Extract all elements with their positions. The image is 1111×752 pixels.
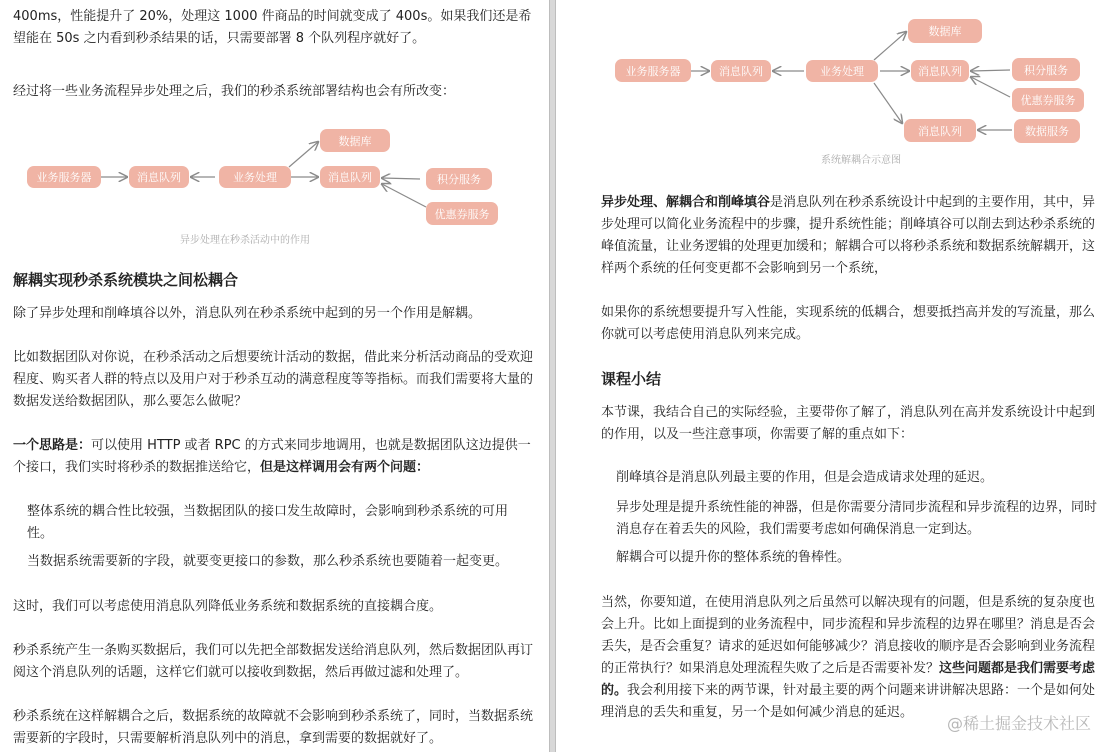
list-item-decoupling: 解耦合可以提升你的整体系统的鲁棒性。 — [616, 550, 851, 565]
text-complexity: 当然，你要知道，在使用消息队列之后虽然可以解决现有的问题，但是系统的复杂度也会上升。比如上面提到的业务流程中，同步流程和异步流程的边界在哪里？消息是否会丢失，是否会重复？请求的延迟如何能够减少？消息接收的顺序是否会影响到业务流程的正常执行？如果消息处理流程失败了之后是否需要补发？ — [601, 595, 1096, 676]
list-item-async: 异步处理是提升系统性能的神器，但是你需要分清同步流程和异步流程的边界，同时消息存在着丢失的风险，我们需要考虑如何确保消息一定到达。 — [616, 500, 1098, 537]
paragraph-complexity — [601, 592, 1103, 724]
bold-two-problems: 但是这样调用会有两个问题： — [260, 460, 430, 475]
left-page — [0, 0, 549, 752]
svg-text:积分服务: 积分服务 — [437, 173, 481, 186]
diagram2-node-data-service — [1014, 119, 1080, 143]
page-divider — [549, 0, 556, 752]
svg-text:数据服务: 数据服务 — [1025, 125, 1069, 138]
diagram2-node-business-processing — [806, 60, 878, 82]
text-next-lessons: 我会利用接下来的两节课，针对最主要的两个问题来讲讲解决思路：一个是如何处理消息的丢失和重复，另一个是如何减少消息的延迟。 — [601, 683, 1096, 720]
svg-text:消息队列: 消息队列 — [918, 65, 962, 78]
bold-problems: 这些问题都是我们需要考虑的。 — [601, 661, 1096, 698]
decoupling-diagram — [556, 0, 1111, 170]
diagram-node-business-processing — [219, 166, 291, 188]
async-diagram — [0, 120, 549, 230]
diagram-node-points-service — [426, 168, 492, 190]
diagram2-node-message-queue-3 — [904, 119, 976, 142]
svg-text:业务服务器: 业务服务器 — [36, 171, 92, 184]
paragraph-lesson-intro: 本节课，我结合自己的实际经验，主要带你了解了，消息队列在高并发系统设计中起到的作用，以及一些注意事项，你需要了解的重点如下： — [601, 405, 1096, 442]
diagram-node-coupon-service — [426, 202, 498, 225]
svg-text:业务处理: 业务处理 — [820, 65, 864, 78]
diagram2-node-points-service — [1012, 58, 1080, 81]
svg-text:积分服务: 积分服务 — [1024, 64, 1068, 77]
paragraph-purchase-data: 秒杀系统产生一条购买数据后，我们可以先把全部数据发送给消息队列，然后数据团队再订阅这个消息队列的话题，这样它们就可以接收到数据，然后再做过滤和处理了。 — [13, 643, 534, 680]
paragraph-decoupling-intro: 除了异步处理和削峰填谷以外，消息队列在秒杀系统中起到的另一个作用是解耦。 — [13, 306, 482, 321]
svg-text:消息队列: 消息队列 — [328, 171, 372, 184]
diagram2-node-message-queue-1 — [711, 60, 771, 82]
heading-course-summary: 课程小结 — [601, 370, 662, 388]
diagram-node-message-queue-2 — [320, 166, 380, 188]
paragraph-use-queue: 这时，我们可以考虑使用消息队列降低业务系统和数据系统的直接耦合度。 — [13, 599, 443, 614]
svg-text:消息队列: 消息队列 — [137, 171, 181, 184]
bold-three-roles: 异步处理、解耦合和削峰填谷 — [601, 195, 771, 210]
diagram2-node-coupon-service — [1012, 88, 1084, 112]
paragraph-performance: 400ms，性能提升了 20%，处理这 1000 件商品的时间就变成了 400s。如果我们还是希望能在 50s 之内看到秒杀结果的话，只需要部署 8 个队列程序就好了。 — [13, 9, 532, 46]
svg-text:数据库: 数据库 — [338, 135, 372, 148]
paragraph-after-decoupling: 秒杀系统在这样解耦合之后，数据系统的故障就不会影响到秒杀系统了，同时，当数据系统需要新的字段时，只需要解析消息队列中的消息，拿到需要的数据就好了。 — [13, 709, 534, 746]
diagram-node-message-queue-1 — [129, 166, 189, 188]
watermark: @稀土掘金技术社区 — [946, 714, 1091, 733]
paragraph-data-team: 比如数据团队对你说，在秒杀活动之后想要统计活动的数据，借此来分析活动商品的受欢迎程度、购买者人群的特点以及用户对于秒杀互动的满意程度等等指标。而我们需要将大量的数据发送给数据团队，那么要怎么做呢？ — [13, 350, 534, 409]
svg-text:优惠券服务: 优惠券服务 — [434, 208, 490, 221]
svg-text:消息队列: 消息队列 — [918, 125, 962, 138]
svg-text:数据库: 数据库 — [928, 25, 962, 38]
diagram-node-database — [320, 129, 390, 152]
list-item-peak-shaving: 削峰填谷是消息队列最主要的作用，但是会造成请求处理的延迟。 — [616, 470, 994, 485]
heading-decoupling: 解耦实现秒杀系统模块之间松耦合 — [13, 271, 239, 289]
diagram2-node-business-server — [615, 59, 691, 82]
diagram2-node-message-queue-2 — [911, 60, 969, 82]
paragraph-deployment-intro: 经过将一些业务流程异步处理之后，我们的秒杀系统部署结构也会有所改变： — [13, 84, 456, 99]
svg-text:消息队列: 消息队列 — [719, 65, 763, 78]
bold-one-idea: 一个思路是： — [13, 438, 92, 453]
paragraph-one-idea — [13, 435, 537, 479]
diagram-node-business-server — [27, 166, 101, 188]
list-item-coupling: 整体系统的耦合性比较强，当数据团队的接口发生故障时，会影响到秒杀系统的可用性。 — [27, 504, 509, 541]
text-three-roles: 是消息队列在秒杀系统设计中起到的主要作用，其中，异步处理可以简化业务流程中的步骤，提升系统性能；削峰填谷可以削去到达秒杀系统的峰值流量，让业务逻辑的处理更加缓和；解耦合可以将秒杀系统和数据系统解耦开，这样两个系统的任何变更都不会影响到另一个系统， — [601, 195, 1096, 276]
diagram2-node-database — [908, 19, 982, 43]
list-item-field-change: 当数据系统需要新的字段，就要变更接口的参数，那么秒杀系统也要随着一起变更。 — [27, 554, 509, 569]
svg-text:业务服务器: 业务服务器 — [625, 65, 681, 78]
svg-text:业务处理: 业务处理 — [233, 171, 277, 184]
decoupling-diagram-caption: 系统解耦合示意图 — [821, 155, 901, 166]
text-one-idea: 可以使用 HTTP 或者 RPC 的方式来同步地调用，也就是数据团队这边提供一个接口，我们实时将秒杀的数据推送给它， — [13, 438, 531, 475]
async-diagram-caption: 异步处理在秒杀活动中的作用 — [180, 235, 310, 246]
right-page — [556, 0, 1111, 752]
paragraph-summary-roles — [601, 192, 1103, 280]
svg-text:优惠券服务: 优惠券服务 — [1020, 94, 1076, 107]
paragraph-consider-queue: 如果你的系统想要提升写入性能，实现系统的低耦合，想要抵挡高并发的写流量，那么你就可以考虑使用消息队列来完成。 — [601, 305, 1096, 342]
